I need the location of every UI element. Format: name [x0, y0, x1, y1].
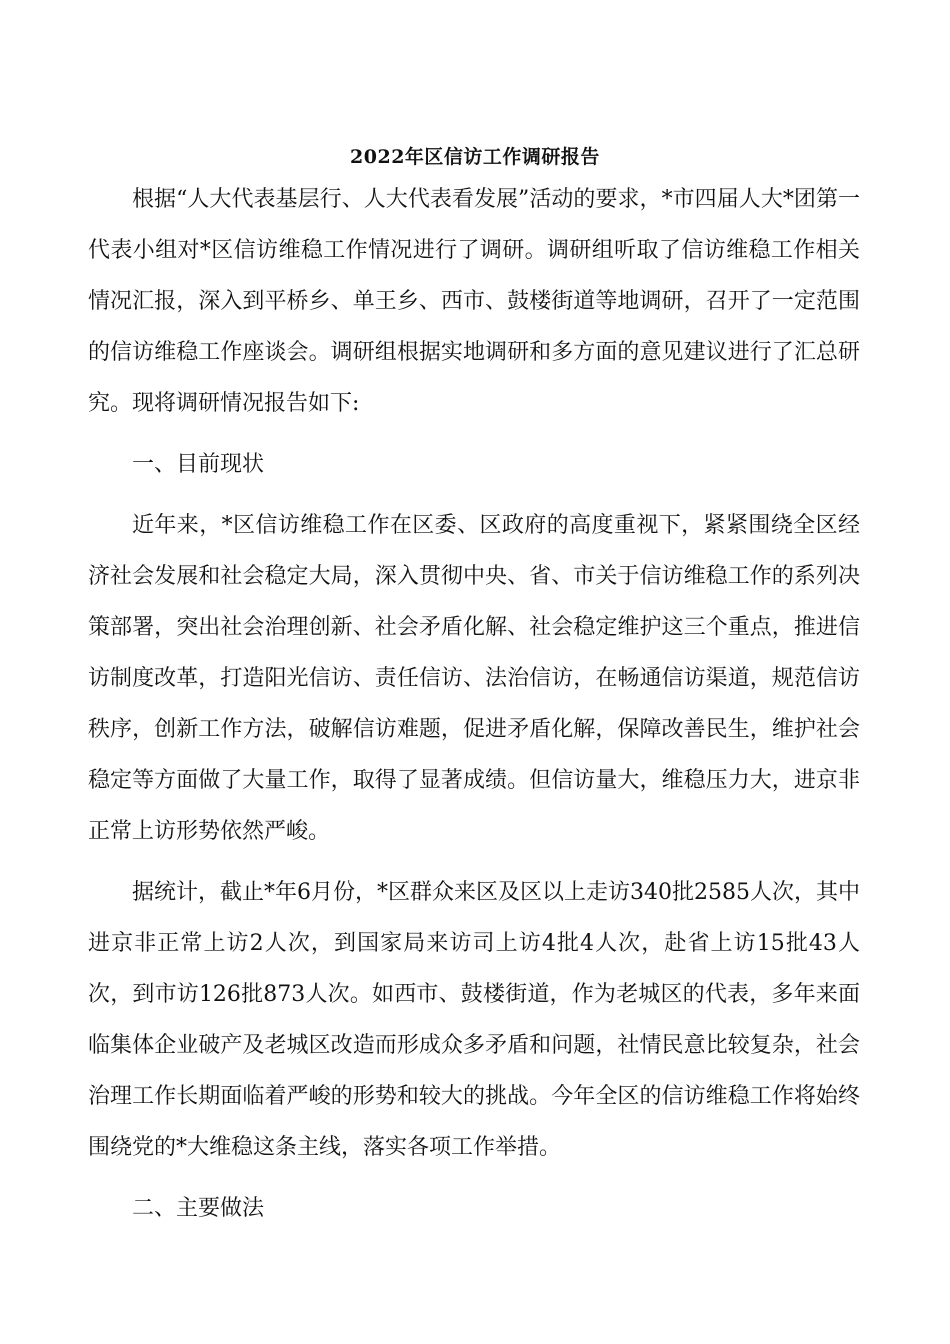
paragraph-spacer — [88, 1173, 860, 1183]
paragraph-spacer — [88, 857, 860, 867]
paragraph-statistics: 据统计，截止*年6月份，*区群众来区及区以上走访340批2585人次，其中进京非正常上访2人次，到国家局来访司上访4批4人次，赴省上访15批43人次，到市访126批873人次。如西市、鼓楼街道，作为老城区的代表，多年来面临集体企业破产及老城区改造而形成众多矛盾和问题，社情民意比较复杂，社会治理工作长期面临着严峻的形势和较大的挑战。今年全区的信访维稳工作将始终围绕党的*大维稳这条主线，落实各项工作举措。 — [88, 880, 860, 1160]
document-body — [88, 174, 860, 1234]
paragraph-spacer — [88, 490, 860, 500]
document-title: 2022年区信访工作调研报告 — [350, 146, 600, 168]
paragraph-spacer — [88, 429, 860, 439]
paragraph-intro: 根据“人大代表基层行、人大代表看发展”活动的要求，*市四届人大*团第一代表小组对*区信访维稳工作情况进行了调研。调研组听取了信访维稳工作相关情况汇报，深入到平桥乡、单王乡、西市、鼓楼街道等地调研，召开了一定范围的信访维稳工作座谈会。调研组根据实地调研和多方面的意见建议进行了汇总研究。现将调研情况报告如下: — [88, 187, 860, 416]
section-heading-current-status: 一、目前现状 — [132, 452, 265, 477]
section-heading-main-practices: 二、主要做法 — [132, 1196, 265, 1221]
paragraph-overview: 近年来，*区信访维稳工作在区委、区政府的高度重视下，紧紧围绕全区经济社会发展和社会稳定大局，深入贯彻中央、省、市关于信访维稳工作的系列决策部署，突出社会治理创新、社会矛盾化解、社会稳定维护这三个重点，推进信访制度改革，打造阳光信访、责任信访、法治信访，在畅通信访渠道，规范信访秩序，创新工作方法，破解信访难题，促进矛盾化解，保障改善民生，维护社会稳定等方面做了大量工作，取得了显著成绩。但信访量大，维稳压力大，进京非正常上访形势依然严峻。 — [88, 513, 860, 844]
